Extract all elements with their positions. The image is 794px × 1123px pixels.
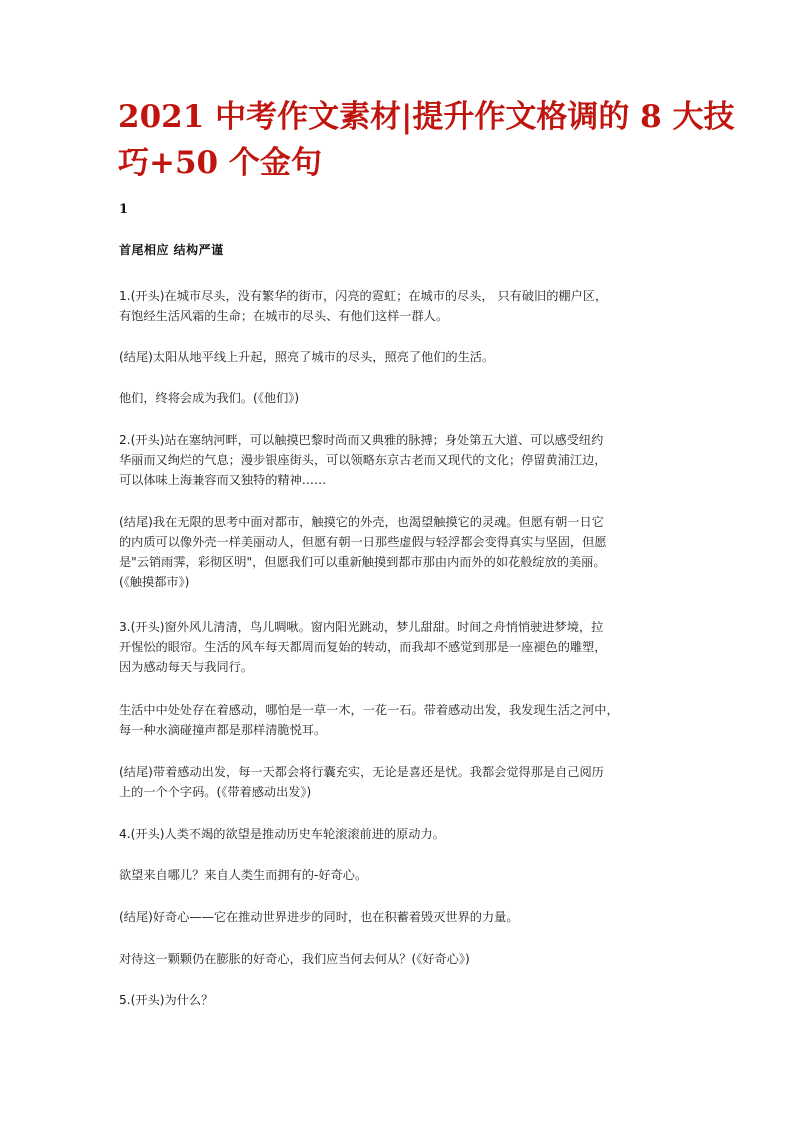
paragraph-11 [119,907,683,927]
paragraph-line: (结尾)带着感动出发，每一天都会将行囊充实，无论是喜还是忧。我都会觉得那是自己阅历 [119,765,604,779]
title-line-2: 巧+50 个金句 [118,145,322,181]
paragraph-9 [119,824,683,844]
paragraph-line: 的内质可以像外壳一样美丽动人，但愿有朝一日那些虚假与轻浮都会变得真实与坚固，但愿 [119,535,607,549]
paragraph-line: (结尾)好奇心——它在推动世界进步的同时，也在积蓄着毁灭世界的力量。 [119,910,519,924]
paragraph-2 [119,347,683,367]
paragraph-line: 有饱经生活风霜的生命；在城市的尽头、有他们这样一群人。 [119,309,449,323]
section-heading: 首尾相应 结构严谨 [119,243,224,257]
paragraph-line: (结尾)太阳从地平线上升起，照亮了城市的尽头，照亮了他们的生活。 [119,350,495,364]
paragraph-line: 2.(开头)站在塞纳河畔，可以触摸巴黎时尚而又典雅的脉搏；身处第五大道、可以感受纽约 [119,433,604,447]
paragraph-line: 欲望来自哪儿？来自人类生而拥有的-好奇心。 [119,868,368,882]
paragraph-13 [119,990,683,1010]
paragraph-line: 5.(开头)为什么？ [119,993,214,1007]
paragraph-3 [119,388,683,408]
paragraph-line: 3.(开头)窗外风儿清清，鸟儿啁啾。窗内阳光跳动，梦儿甜甜。时间之舟悄悄驶进梦境，拉 [119,620,604,634]
paragraph-line: (《触摸都市》) [119,575,190,589]
paragraph-line: 可以体味上海兼容而又独特的精神…… [119,473,327,487]
paragraph-1 [119,286,683,326]
document-title [118,94,735,186]
paragraph-line: 1.(开头)在城市尽头，没有繁华的街市，闪亮的霓虹；在城市的尽头， 只有破旧的棚户区， [119,289,608,303]
paragraph-line: 上的一个个字码。(《带着感动出发》) [119,785,312,799]
paragraph-8 [119,762,683,802]
paragraph-line: 4.(开头)人类不竭的欲望是推动历史车轮滚滚前进的原动力。 [119,827,445,841]
section-number: 1 [119,202,129,217]
paragraph-line: 开惺忪的眼帘。生活的风车每天都周而复始的转动，而我却不感觉到那是一座褪色的雕塑， [119,640,607,654]
paragraph-line: 他们，终将会成为我们。(《他们》) [119,391,300,405]
paragraph-line: 因为感动每天与我同行。 [119,660,254,674]
paragraph-line: 华丽而又绚烂的气息；漫步银座街头，可以领略东京古老而又现代的文化；停留黄浦江边， [119,453,607,467]
paragraph-line: 生活中中处处存在着感动，哪怕是一草一木，一花一石。带着感动出发，我发现生活之河中， [119,703,619,717]
paragraph-line: (结尾)我在无限的思考中面对都市，触摸它的外壳，也渴望触摸它的灵魂。但愿有朝一日它 [119,515,604,529]
paragraph-4 [119,430,683,490]
paragraph-12 [119,949,683,969]
paragraph-10 [119,865,683,885]
paragraph-line: 是"云销雨霁，彩彻区明"，但愿我们可以重新触摸到都市那由内而外的如花般绽放的美丽。 [119,555,606,569]
paragraph-6 [119,617,683,677]
paragraph-7 [119,700,683,740]
paragraph-line: 对待这一颗颗仍在膨胀的好奇心，我们应当何去何从？(《好奇心》) [119,952,470,966]
title-line-1: 2021 中考作文素材|提升作文格调的 8 大技 [118,99,735,135]
paragraph-line: 每一种水滴碰撞声都是那样清脆悦耳。 [119,723,327,737]
paragraph-5 [119,512,683,592]
